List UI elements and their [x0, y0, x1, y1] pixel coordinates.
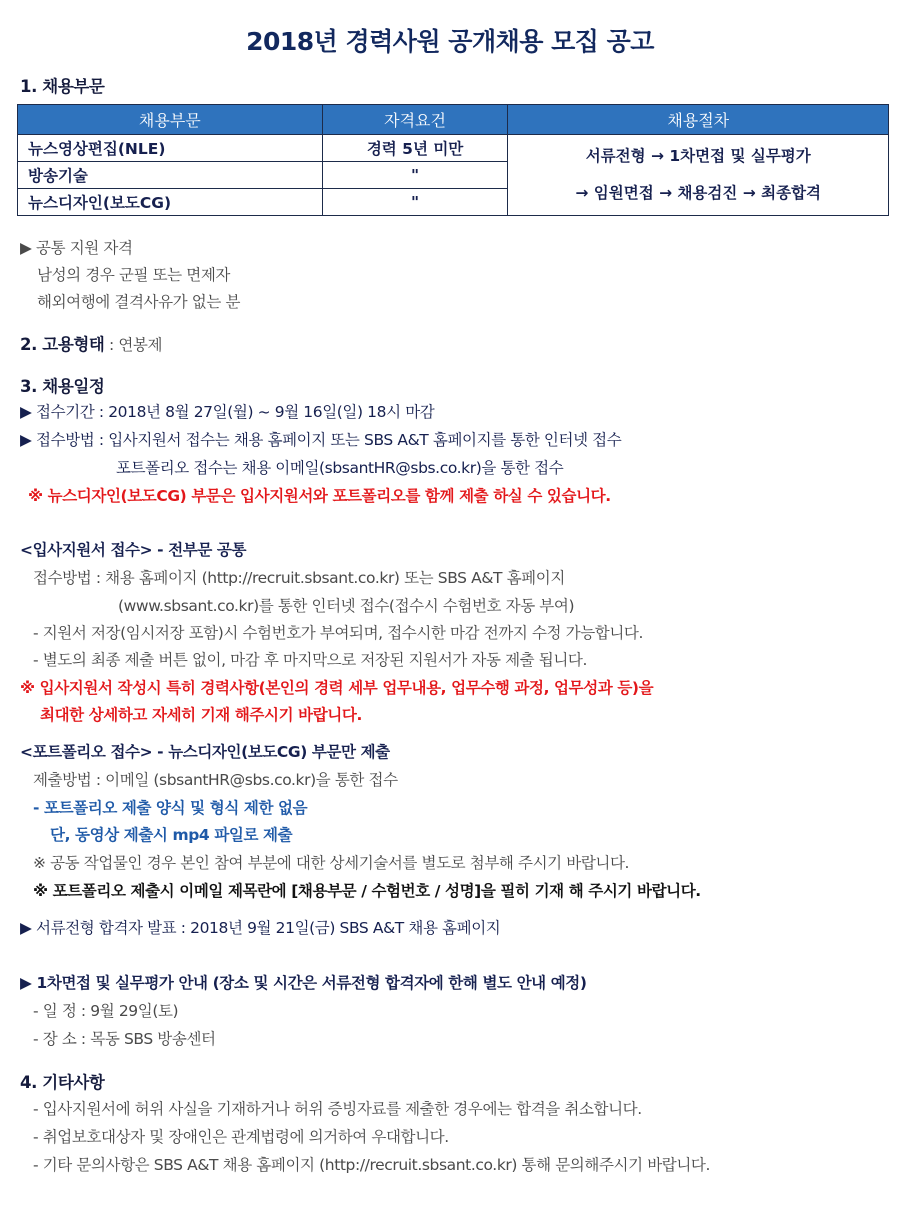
- process-line-2: → 임원면접 → 채용검진 → 최종합격: [575, 184, 822, 202]
- section-4-heading: 4. 기타사항: [20, 1073, 105, 1092]
- table-cell-req: 경력 5년 미만: [322, 135, 508, 162]
- interview-info: ▶ 1차면접 및 실무평가 안내 (장소 및 시간은 서류전형 합격자에 한해 별도 안내 예정): [20, 974, 587, 992]
- application-submission-method-1: 접수방법 : 채용 홈페이지 (http://recruit.sbsant.co.kr) 또는 SBS A&T 홈페이지: [33, 569, 565, 587]
- application-note: - 별도의 최종 제출 버튼 없이, 마감 후 마지막으로 저장된 지원서가 자동 제출 됩니다.: [33, 651, 588, 669]
- table-row: [18, 135, 889, 162]
- section-1-heading: 1. 채용부문: [20, 77, 105, 96]
- portfolio-joint-work-note: ※ 공동 작업물인 경우 본인 참여 부분에 대한 상세기술서를 별도로 첨부해 주시기 바랍니다.: [33, 854, 630, 872]
- career-detail-notice-2: 최대한 상세하고 자세히 기재 해주시기 바랍니다.: [40, 706, 362, 724]
- table-cell-req: ": [322, 189, 508, 216]
- application-method-1: ▶ 접수방법 : 입사지원서 접수는 채용 홈페이지 또는 SBS A&T 홈페이지를 통한 인터넷 접수: [20, 431, 622, 449]
- table-header-row: [18, 105, 889, 135]
- application-submission-method-2: (www.sbsant.co.kr)를 통한 인터넷 접수(접수시 수험번호 자동 부여): [118, 597, 575, 615]
- section-3-heading: 3. 채용일정: [20, 377, 105, 396]
- employment-type-value: : 연봉제: [104, 336, 163, 354]
- application-method-2: 포트폴리오 접수는 채용 이메일(sbsantHR@sbs.co.kr)을 통한 접수: [116, 459, 564, 477]
- portfolio-email-subject-note: ※ 포트폴리오 제출시 이메일 제목란에 [채용부문 / 수험번호 / 성명]을 필히 기재 해 주시기 바랍니다.: [33, 882, 701, 900]
- table-header-cell: 자격요건: [322, 105, 508, 135]
- table-cell-process: [508, 135, 889, 216]
- application-note: - 지원서 저장(임시저장 포함)시 수험번호가 부여되며, 접수시한 마감 전까지 수정 가능합니다.: [33, 624, 644, 642]
- table-header-cell: 채용부문: [18, 105, 323, 135]
- cg-notice: ※ 뉴스디자인(보도CG) 부문은 입사지원서와 포트폴리오를 함께 제출 하실 수 있습니다.: [28, 487, 611, 505]
- portfolio-format-note: - 포트폴리오 제출 양식 및 형식 제한 없음: [33, 799, 308, 817]
- common-qualification-title: ▶ 공통 지원 자격: [20, 239, 133, 257]
- table-cell-dept: 방송기술: [18, 162, 323, 189]
- other-item: - 취업보호대상자 및 장애인은 관계법령에 의거하여 우대합니다.: [33, 1128, 449, 1146]
- document-result-announcement: ▶ 서류전형 합격자 발표 : 2018년 9월 21일(금) SBS A&T 채용 홈페이지: [20, 919, 501, 937]
- table-cell-dept: 뉴스디자인(보도CG): [18, 189, 323, 216]
- common-qualification-item: 남성의 경우 군필 또는 면제자: [37, 266, 230, 284]
- application-period: ▶ 접수기간 : 2018년 8월 27일(월) ~ 9월 16일(일) 18시 마감: [20, 403, 435, 421]
- table-cell-dept: 뉴스영상편집(NLE): [18, 135, 323, 162]
- portfolio-video-note: 단, 동영상 제출시 mp4 파일로 제출: [50, 826, 293, 844]
- section-2-heading: 2. 고용형태: [20, 335, 105, 354]
- common-qualification-item: 해외여행에 결격사유가 없는 분: [37, 293, 241, 311]
- portfolio-submission-method: 제출방법 : 이메일 (sbsantHR@sbs.co.kr)을 통한 접수: [33, 771, 398, 789]
- section-2: [20, 331, 162, 355]
- application-subheading: <입사지원서 접수> - 전부문 공통: [20, 541, 247, 559]
- recruitment-table: [17, 104, 889, 216]
- portfolio-subheading: <포트폴리오 접수> - 뉴스디자인(보도CG) 부문만 제출: [20, 743, 390, 761]
- interview-place: - 장 소 : 목동 SBS 방송센터: [33, 1030, 216, 1048]
- table-header-cell: 채용절차: [508, 105, 889, 135]
- other-item: - 기타 문의사항은 SBS A&T 채용 홈페이지 (http://recruit.sbsant.co.kr) 통해 문의해주시기 바랍니다.: [33, 1156, 711, 1174]
- page-title: 2018년 경력사원 공개채용 모집 공고: [246, 27, 654, 56]
- interview-date: - 일 정 : 9월 29일(토): [33, 1002, 179, 1020]
- other-item: - 입사지원서에 허위 사실을 기재하거나 허위 증빙자료를 제출한 경우에는 합격을 취소합니다.: [33, 1100, 642, 1118]
- career-detail-notice-1: ※ 입사지원서 작성시 특히 경력사항(본인의 경력 세부 업무내용, 업무수행 과정, 업무성과 등)을: [20, 679, 654, 697]
- table-cell-req: ": [322, 162, 508, 189]
- process-line-1: 서류전형 → 1차면접 및 실무평가: [585, 147, 811, 165]
